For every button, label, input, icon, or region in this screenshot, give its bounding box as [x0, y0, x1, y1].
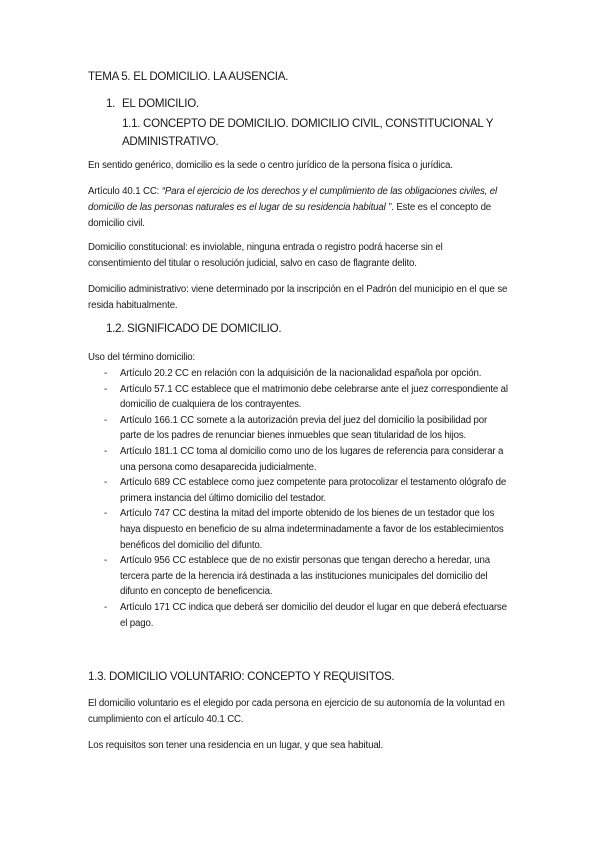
uses-list	[88, 366, 508, 631]
list-dash: -	[104, 445, 108, 457]
list-item: - Artículo 171 CC indica que deberá ser domicilio del deudor el lugar en que deberá efectuarse el pago.	[104, 601, 507, 629]
article-40-suffix: . Este es el concepto de domicilio civil.	[88, 202, 492, 229]
list-dash: -	[104, 508, 108, 520]
section-1-1-heading: 1.1. CONCEPTO DE DOMICILIO. DOMICILIO CIVIL, CONSTITUCIONAL Y ADMINISTRATIVO.	[122, 117, 494, 148]
section-1-3-heading: 1.3. DOMICILIO VOLUNTARIO: CONCEPTO Y REQUISITOS.	[88, 670, 395, 683]
list-dash: -	[104, 368, 108, 379]
list-dash: -	[104, 555, 108, 567]
list-item: - Artículo 747 CC destina la mitad del importe obtenido de los bienes de un testador que los haya dispuesto en beneficio de su alma indeterminadamente a favor de los establecimientos benéficos del domicilio del difunto.	[104, 508, 504, 551]
list-item: - Artículo 956 CC establece que de no existir personas que tengan derecho a heredar, una tercera parte de la herencia irá destinada a las instituciones municipales del domicilio del difunto en concepto de beneficencia.	[104, 555, 491, 598]
article-40-prefix: Artículo 40.1 CC:	[88, 186, 162, 197]
paragraph-generic: En sentido genérico, domicilio es la sede o centro jurídico de la persona física o jurídica.	[88, 160, 453, 171]
paragraph-administrative: Domicilio administrativo: viene determinado por la inscripción en el Padrón del municipio en el que se resida habitualmente.	[88, 284, 508, 311]
list-dash: -	[104, 383, 108, 395]
document-title: TEMA 5. EL DOMICILIO. LA AUSENCIA.	[88, 70, 289, 83]
list-item: - Artículo 20.2 CC en relación con la adquisición de la nacionalidad española por opción.	[88, 366, 508, 382]
article-40-quote: “Para el ejercicio de los derechos y el cumplimiento de las obligaciones civiles, el domicilio de las personas naturales es el lugar de su residencia habitual ”	[88, 186, 498, 213]
paragraph-voluntary: El domicilio voluntario es el elegido por cada persona en ejercicio de su autonomía de la voluntad en cumplimiento con el artículo 40.1 CC.	[88, 698, 505, 725]
list-dash: -	[104, 601, 108, 613]
list-dash: -	[104, 414, 108, 426]
list-item: - Artículo 181.1 CC toma al domicilio como uno de los lugares de referencia para considerar a una persona como desaparecida judicialmente.	[104, 445, 504, 473]
list-dash: -	[104, 477, 108, 489]
paragraph-article-40	[88, 184, 508, 232]
section-1-heading	[106, 97, 199, 110]
list-item: - Artículo 689 CC establece como juez competente para protocolizar el testamento ológrafo de primera instancia del último domicilio del testador.	[104, 477, 507, 504]
section-1-label: EL DOMICILIO.	[122, 97, 199, 110]
uses-intro: Uso del término domicilio:	[88, 352, 196, 363]
section-1-2-heading: 1.2. SIGNIFICADO DE DOMICILIO.	[106, 322, 282, 335]
paragraph-constitutional: Domicilio constitucional: es inviolable, ninguna entrada o registro podrá hacerse sin el consentimiento del titular o resolución judicial, salvo en caso de flagrante delito.	[88, 242, 443, 269]
list-item: - Artículo 57.1 CC establece que el matrimonio debe celebrarse ante el juez correspondiente al domicilio de cualquiera de los contrayentes.	[104, 383, 508, 411]
section-1-number: 1.	[106, 97, 116, 110]
list-item: - Artículo 166.1 CC somete a la autorización previa del juez del domicilio la posibilidad por parte de los padres de renunciar bienes inmuebles que sean titularidad de los hijos.	[104, 414, 488, 442]
paragraph-requirements: Los requisitos son tener una residencia en un lugar, y que sea habitual.	[88, 740, 384, 751]
